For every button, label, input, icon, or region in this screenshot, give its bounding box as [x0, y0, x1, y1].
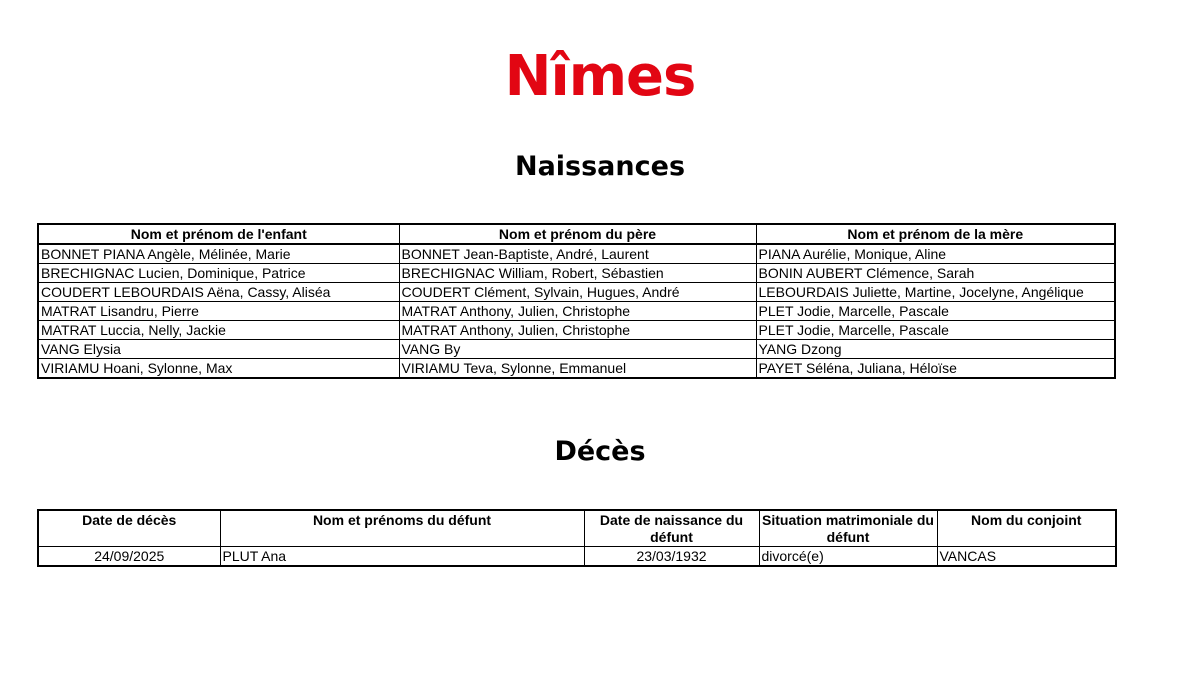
col-header-marital-status: Situation matrimoniale du défunt: [759, 510, 937, 547]
child-name: BRECHIGNAC Lucien, Dominique, Patrice: [38, 264, 399, 283]
child-name: BONNET PIANA Angèle, Mélinée, Marie: [38, 244, 399, 264]
father-name: COUDERT Clément, Sylvain, Hugues, André: [399, 283, 756, 302]
father-name: BONNET Jean-Baptiste, André, Laurent: [399, 244, 756, 264]
father-name: VIRIAMU Teva, Sylonne, Emmanuel: [399, 359, 756, 379]
city-title: Nîmes: [504, 44, 696, 109]
father-name: BRECHIGNAC William, Robert, Sébastien: [399, 264, 756, 283]
mother-name: BONIN AUBERT Clémence, Sarah: [756, 264, 1115, 283]
table-row: [38, 359, 1115, 379]
table-row: [38, 321, 1115, 340]
mother-name: LEBOURDAIS Juliette, Martine, Jocelyne, Angélique: [756, 283, 1115, 302]
col-header-birth-date: Date de naissance du défunt: [584, 510, 759, 547]
table-row: [38, 264, 1115, 283]
father-name: VANG By: [399, 340, 756, 359]
births-table: [37, 223, 1116, 379]
table-row: [38, 283, 1115, 302]
col-header-deceased-name: Nom et prénoms du défunt: [220, 510, 584, 547]
father-name: MATRAT Anthony, Julien, Christophe: [399, 321, 756, 340]
col-header-father: Nom et prénom du père: [399, 224, 756, 244]
births-header-row: [38, 224, 1115, 244]
child-name: VIRIAMU Hoani, Sylonne, Max: [38, 359, 399, 379]
deceased-name: PLUT Ana: [220, 547, 584, 567]
mother-name: PLET Jodie, Marcelle, Pascale: [756, 302, 1115, 321]
death-date: 24/09/2025: [38, 547, 220, 567]
child-name: MATRAT Lisandru, Pierre: [38, 302, 399, 321]
marital-status: divorcé(e): [759, 547, 937, 567]
table-row: [38, 302, 1115, 321]
table-row: [38, 340, 1115, 359]
child-name: VANG Elysia: [38, 340, 399, 359]
col-header-spouse-name: Nom du conjoint: [937, 510, 1116, 547]
deaths-table: [37, 509, 1117, 567]
col-header-death-date: Date de décès: [38, 510, 220, 547]
mother-name: YANG Dzong: [756, 340, 1115, 359]
col-header-child: Nom et prénom de l'enfant: [38, 224, 399, 244]
table-row: [38, 244, 1115, 264]
father-name: MATRAT Anthony, Julien, Christophe: [399, 302, 756, 321]
mother-name: PIANA Aurélie, Monique, Aline: [756, 244, 1115, 264]
deaths-header-row: [38, 510, 1116, 547]
deaths-section-title: Décès: [554, 436, 646, 467]
child-name: COUDERT LEBOURDAIS Aëna, Cassy, Aliséa: [38, 283, 399, 302]
mother-name: PAYET Séléna, Juliana, Héloïse: [756, 359, 1115, 379]
child-name: MATRAT Luccia, Nelly, Jackie: [38, 321, 399, 340]
births-section-title: Naissances: [514, 151, 686, 182]
table-row: [38, 547, 1116, 567]
birth-date: 23/03/1932: [584, 547, 759, 567]
spouse-name: VANCAS: [937, 547, 1116, 567]
mother-name: PLET Jodie, Marcelle, Pascale: [756, 321, 1115, 340]
col-header-mother: Nom et prénom de la mère: [756, 224, 1115, 244]
